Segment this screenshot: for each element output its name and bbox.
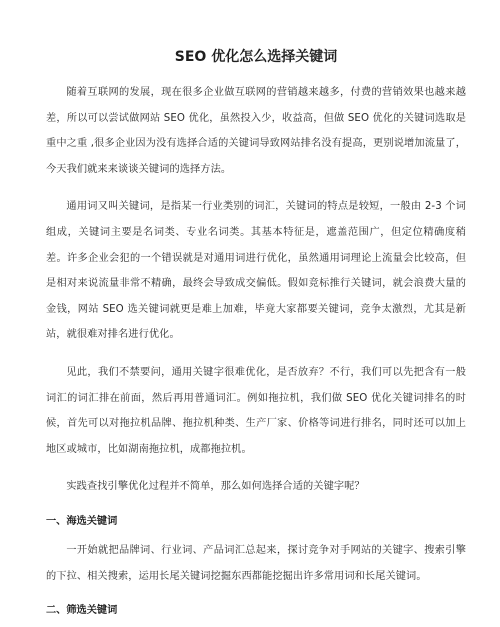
paragraph-section-1: 一开始就把品牌词、行业词、产品词汇总起来，探讨竞争对手网站的关键字、搜索引擎的下拉、相关搜索，运用长尾关键词挖掘东西都能挖掘出许多常用词和长尾关键词。 <box>46 544 466 582</box>
article <box>46 48 466 627</box>
paragraph-generic-keywords: 通用词又叫关键词，是指某一行业类别的词汇，关键词的特点是较短，一般由 2-3 个词组成，关键词主要是名词类、专业名词类。其基本特征是，遮盖范围广，但定位精确度稍差。许多企业会犯的一个错误就是对通用词进行优化，虽然通用词理论上流量会比较高，但是相对来说流量非常不精确，最终会导致成交偏低。假如竞标推行关键词，就会浪费大量的金钱，网站 SEO 选关键词就更是难上加难，毕竟大家都要关键词，竞争太激烈，尤其是新站，就很难对排名进行优化。 <box>46 201 466 341</box>
article-title: SEO 优化怎么选择关键词 <box>174 49 338 65</box>
paragraph-optimization-example: 见此，我们不禁要问，通用关键字很难优化，是否放弃？不行，我们可以先把含有一般词汇的词汇排在前面，然后再用普通词汇。例如拖拉机，我们做 SEO 优化关键词排名的时候，首先可以对拖拉机品牌、拖拉机种类、生产厂家、价格等词进行排名，同时还可以加上地区或城市，比如湖南拖拉机，成都拖拉机。 <box>46 366 466 455</box>
paragraph-intro: 随着互联网的发展，现在很多企业做互联网的营销越来越多，付费的营销效果也越来越差，所以可以尝试做网站 SEO 优化，虽然投入少，收益高，但做 SEO 优化的关键词选取是重中之重 ,很多企业因为没有选择合适的关键词导致网站排名没有提高，更别说增加流量了，今天我们就来来谈谈关键词的选择方法。 <box>46 87 466 175</box>
section-heading-1: 一、海选关键词 <box>46 515 118 527</box>
paragraph-question: 实践查找引擎优化过程并不简单，那么如何选择合适的关键字呢？ <box>66 481 365 493</box>
section-heading-2: 二、筛选关键词 <box>46 605 118 617</box>
